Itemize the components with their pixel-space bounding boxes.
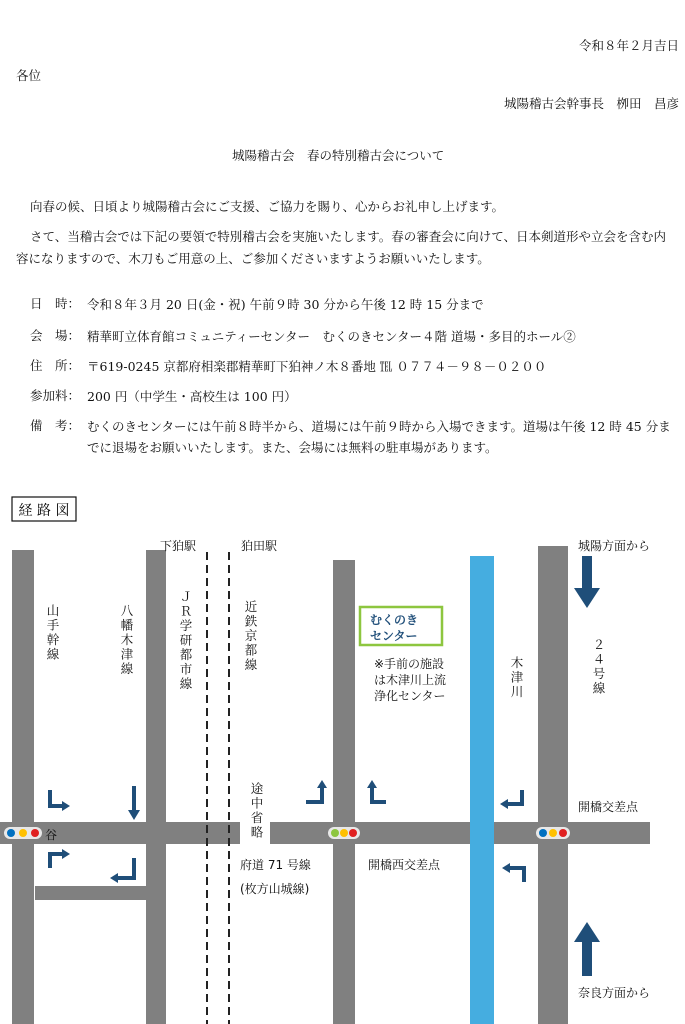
paragraph-2: さて、当稽古会では下記の要領で特別稽古会を実施いたします。春の審査会に向けて、日本剣道形や立会を含む内容になりますので、木刀もご用意の上、ご参加くださいますようお願いいたします。	[16, 229, 667, 266]
detail-value: 精華町立体育館コミュニティーセンター むくのきセンター４階 道場・多目的ホール②	[87, 329, 576, 344]
detail-value: むくのきセンターには午前８時半から、道場には午前９時から入場できます。道場は午後 12 時 45 分までに退場をお願いいたします。また、会場には無料の駐車場があります。	[87, 419, 671, 455]
road-mukunoki	[333, 560, 355, 1024]
detail-label: 備 考：	[30, 418, 81, 433]
station-shimokoma: 下狛駅	[160, 539, 197, 553]
signal-yamate	[4, 827, 42, 839]
paragraph-1: 向春の候、日頃より城陽稽古会にご支援、ご協力を賜り、心からお礼申し上げます。	[30, 199, 505, 214]
detail-label: 日 時：	[30, 296, 81, 311]
road-route-24	[538, 546, 568, 1024]
turn-arrow-river-bottom	[510, 868, 524, 882]
label-kaikyo-nishi: 開橋西交差点	[368, 858, 441, 872]
detail-venue	[30, 326, 675, 347]
label-jr: ＪＲ学研都市線	[178, 590, 193, 692]
arrow-from-joyo	[574, 556, 600, 608]
detail-datetime	[30, 294, 675, 315]
detail-label: 住 所：	[30, 358, 81, 373]
venue-note: ※手前の施設 は木津川上流 浄化センター	[374, 657, 447, 703]
detail-label: 会 場：	[30, 328, 81, 343]
label-prefectural-road: 府道 71 号線	[240, 858, 311, 872]
document-date: 令和８年２月吉日	[578, 38, 679, 53]
detail-fee	[30, 386, 675, 407]
arrow-from-nara	[574, 922, 600, 976]
river-kizu	[470, 556, 494, 1024]
detail-notes	[30, 416, 675, 458]
detail-address	[30, 356, 675, 377]
recipient: 各位	[16, 68, 42, 83]
label-prefectural-road-alias: (枚方山城線)	[240, 882, 310, 896]
route-map	[0, 490, 685, 1024]
road-yawata	[146, 550, 166, 1024]
detail-label: 参加料：	[30, 388, 81, 403]
road-yamate	[12, 550, 34, 1024]
from-nara-label: 奈良方面から	[578, 986, 651, 1000]
detail-value: 令和８年３月 20 日(金・祝) 午前９時 30 分から午後 12 時 15 分まで	[87, 297, 484, 312]
label-river: 木津川	[509, 656, 524, 700]
turn-arrow-river-top	[508, 790, 522, 804]
label-valley: 谷	[45, 828, 58, 842]
sender: 城陽稽古会幹事長 栁田 昌彦	[503, 96, 679, 111]
turn-arrow-yamate-top	[50, 790, 62, 806]
signal-kaikyo	[536, 827, 570, 839]
road-lower-connector	[35, 886, 165, 900]
greeting-paragraph	[16, 196, 679, 218]
station-komada: 狛田駅	[241, 539, 278, 553]
turn-arrow-mukunoki-right	[372, 788, 386, 802]
label-yamate: 山手幹線	[45, 604, 60, 662]
main-paragraph	[16, 226, 675, 270]
label-kaikyo: 開橋交差点	[578, 800, 639, 814]
detail-value: 200 円（中学生・高校生は 100 円）	[87, 389, 297, 404]
venue-label: むくのき センター	[370, 613, 419, 643]
road-prefectural-71	[270, 822, 650, 844]
section-title: 経 路 図	[18, 503, 70, 519]
turn-arrow-yawata-bottom	[118, 858, 134, 878]
signal-kaikyo-nishi	[328, 827, 360, 839]
label-yawata: 八幡木津線	[119, 604, 134, 677]
label-kintetsu: 近鉄京都線	[243, 600, 258, 673]
label-route-24: ２４号線	[591, 638, 606, 696]
from-joyo-label: 城陽方面から	[578, 539, 651, 553]
detail-value: 〒619-0245 京都府相楽郡精華町下狛神ノ木８番地 ℡ ０７７４－９８－０２００	[87, 359, 547, 374]
label-omit: 途中省略	[249, 782, 264, 840]
document-title: 城陽稽古会 春の特別稽古会について	[232, 148, 445, 163]
turn-arrow-mukunoki-left	[306, 788, 322, 802]
turn-arrow-yamate-bottom	[50, 854, 62, 868]
